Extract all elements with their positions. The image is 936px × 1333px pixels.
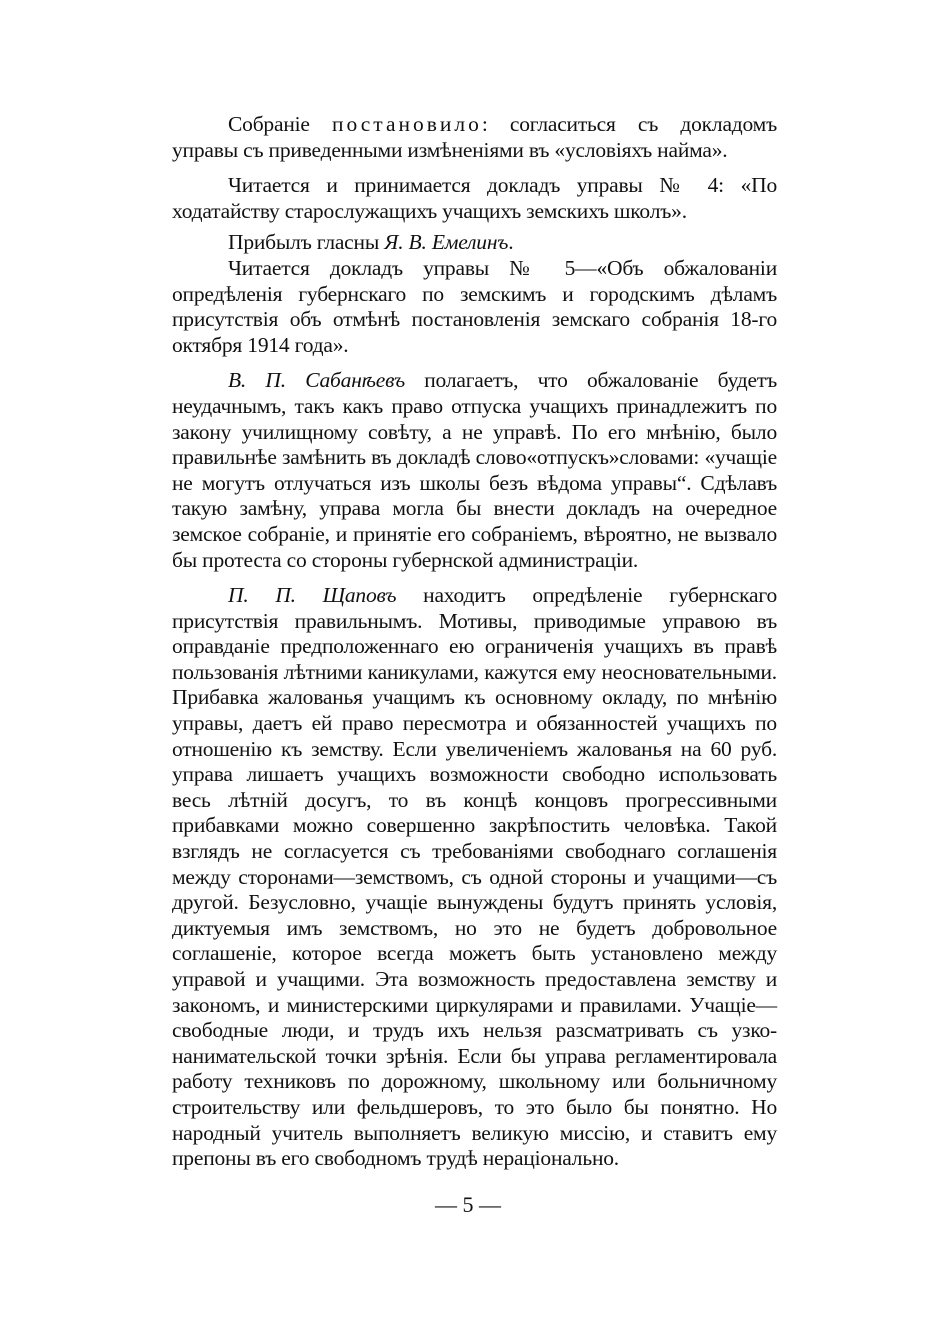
body-text — [172, 112, 777, 1172]
paragraph-arrival — [172, 230, 777, 256]
paragraph-shchapov-text: находитъ опредѣленіе губернскаго присутствія правильнымъ. Мотивы, приводимые управою въ оправданіе предположеннаго ею ограниченія учащихъ въ правѣ пользованія лѣтними каникулами, кажутся ему неосновательными. Прибавка жалованья учащимъ къ основному окладу, по мнѣнію управы, даетъ ей право пересмотра и обязанностей учащихъ по отношенію къ земству. Если увеличеніемъ жалованья на 60 руб. управа лишаетъ учащихъ возможности свободно использовать весь лѣтній досугъ, то въ концѣ концовъ прогрессивными прибавками можно совершенно закрѣпостить человѣка. Такой взглядъ не согласуется съ требованіями свободнаго соглашенія между сторонами—земствомъ, съ одной стороны и учащими—съ другой. Безусловно, учащіе вынуждены будутъ принять условія, диктуемыя имъ земствомъ, но это не будетъ добровольное соглашеніе, которое всегда можетъ быть установлено между управой и учащими. Эта возможность предоставлена земству и закономъ, и министерскими циркулярами и правилами. Учащіе—свободные люди, и трудъ ихъ нельзя разсматривать съ узко-нанимательской точки зрѣнія. Если бы управа регламентировала работу техниковъ по дорожному, школьному или больничному строительству или фельдшеровъ, то это было бы понятно. Но народный учитель выполняетъ великую миссію, и ставитъ ему препоны въ его свободномъ трудѣ нераціонально. — [172, 583, 777, 1171]
paragraph-sabaneev-text: полагаетъ, что обжалованіе будетъ неудачнымъ, такъ какъ право отпуска учащихъ принадлежитъ по закону училищному совѣту, а не управѣ. По его мнѣнію, было правильнѣе замѣнить въ докладѣ слово«отпускъ»словами: «учащіе не могутъ отлучаться изъ школы безъ вѣдома управы“. Сдѣлавъ такую замѣну, управа могла бы внести докладъ на очередное земское собраніе, и принятіе его собраніемъ, вѣроятно, не вызвало бы протеста со стороны губернской администраціи. — [172, 368, 777, 572]
paragraph-arrival-rest: . — [508, 230, 514, 255]
paragraph-sabaneev — [172, 368, 777, 573]
paragraph-report-5: Читается докладъ управы № 5—«Объ обжалованіи опредѣленія губернскаго по земскимъ и городскимъ дѣламъ присутствія объ отмѣнѣ постановленія земскаго собранія 18-го октября 1914 года». — [172, 255, 777, 357]
arrival-name: Я. В. Емелинъ — [384, 230, 509, 255]
paragraph-resolution-lead: Собраніе — [228, 112, 332, 136]
speaker-sabaneev: В. П. Сабанѣевъ — [228, 368, 405, 393]
paragraph-resolution-rest: : согласиться съ докладомъ управы съ приведенными измѣненіями въ «условіяхъ найма». — [172, 112, 777, 162]
resolved-spaced-word: постановило — [331, 112, 482, 136]
speaker-shchapov: П. П. Щаповъ — [228, 583, 397, 608]
paragraph-report-4: Читается и принимается докладъ управы № 4: «По ходатайству старослужащихъ учащихъ земскихъ школъ». — [172, 173, 777, 223]
paragraph-resolution — [172, 112, 777, 163]
page-number: — 5 — — [435, 1192, 501, 1217]
paragraph-shchapov — [172, 583, 777, 1172]
paragraph-arrival-lead: Прибылъ гласны — [228, 230, 385, 255]
